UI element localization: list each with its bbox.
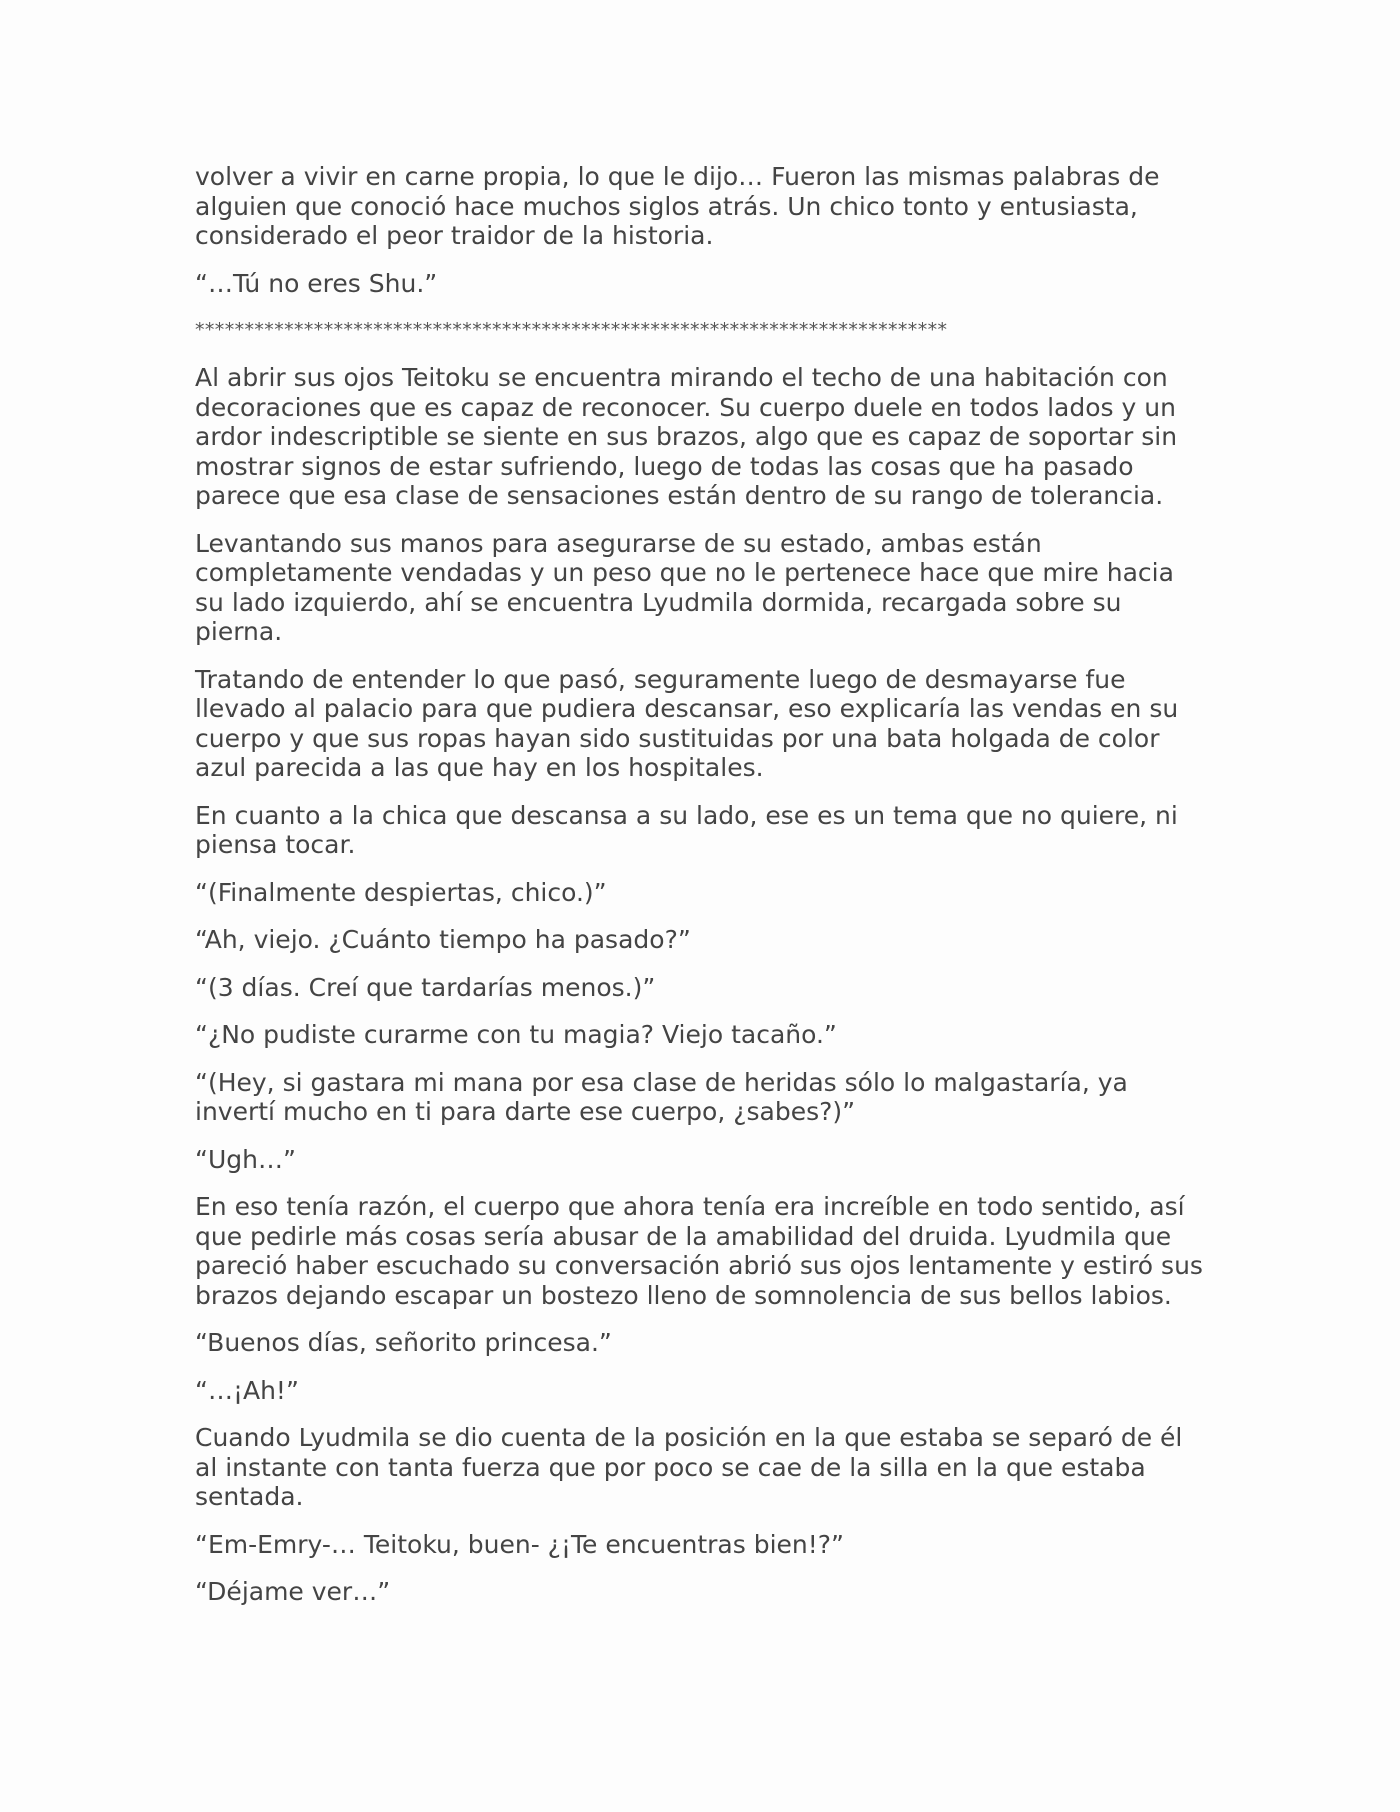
dialogue-line: “Em-Emry-… Teitoku, buen- ¿¡Te encuentras bien!?”	[195, 1529, 845, 1559]
paragraph: En cuanto a la chica que descansa a su lado, ese es un tema que no quiere, ni piensa tocar.	[195, 800, 1178, 859]
dialogue-line: “(3 días. Creí que tardarías menos.)”	[195, 972, 656, 1002]
paragraph: Cuando Lyudmila se dio cuenta de la posición en la que estaba se separó de él al instante con tanta fuerza que por poco se cae de la silla en la que estaba sentada.	[195, 1423, 1183, 1511]
dialogue-line: “(Hey, si gastara mi mana por esa clase de heridas sólo lo malgastaría, ya invertí mucho en ti para darte ese cuerpo, ¿sabes?)”	[195, 1067, 1128, 1126]
document-page	[195, 162, 1205, 1625]
paragraph: Levantando sus manos para asegurarse de su estado, ambas están completamente vendadas y un peso que no le pertenece hace que mire hacia su lado izquierdo, ahí se encuentra Lyudmila dormida, recargada sobre su pierna.	[195, 528, 1174, 646]
section-separator: ****************************************************************************	[195, 319, 948, 341]
paragraph: Tratando de entender lo que pasó, seguramente luego de desmayarse fue llevado al palacio para que pudiera descansar, eso explicaría las vendas en su cuerpo y que sus ropas hayan sido sustituidas por una bata holgada de color azul parecida a las que hay en los hospitales.	[195, 664, 1179, 782]
dialogue-line: “…¡Ah!”	[195, 1375, 299, 1405]
paragraph: volver a vivir en carne propia, lo que le dijo… Fueron las mismas palabras de alguien que conoció hace muchos siglos atrás. Un chico tonto y entusiasta, considerado el peor traidor de la historia.	[195, 162, 1160, 250]
dialogue-line: “(Finalmente despiertas, chico.)”	[195, 877, 607, 907]
dialogue-line: “Buenos días, señorito princesa.”	[195, 1328, 612, 1357]
paragraph: En eso tenía razón, el cuerpo que ahora tenía era increíble en todo sentido, así que pedirle más cosas sería abusar de la amabilidad del druida. Lyudmila que pareció haber escuchado su conversación abrió sus ojos lentamente y estiró sus brazos dejando escapar un bostezo lleno de somnolencia de sus bellos labios.	[195, 1192, 1203, 1310]
dialogue-line: “Ugh…”	[195, 1144, 296, 1174]
dialogue-line: “¿No pudiste curarme con tu magia? Viejo tacaño.”	[195, 1020, 837, 1049]
dialogue-line: “…Tú no eres Shu.”	[195, 268, 438, 298]
dialogue-line: “Ah, viejo. ¿Cuánto tiempo ha pasado?”	[195, 925, 691, 954]
dialogue-line: “Déjame ver…”	[195, 1577, 391, 1606]
paragraph: Al abrir sus ojos Teitoku se encuentra mirando el techo de una habitación con decoraciones que es capaz de reconocer. Su cuerpo duele en todos lados y un ardor indescriptible se siente en sus brazos, algo que es capaz de soportar sin mostrar signos de estar sufriendo, luego de todas las cosas que ha pasado parece que esa clase de sensaciones están dentro de su rango de tolerancia.	[195, 363, 1178, 510]
